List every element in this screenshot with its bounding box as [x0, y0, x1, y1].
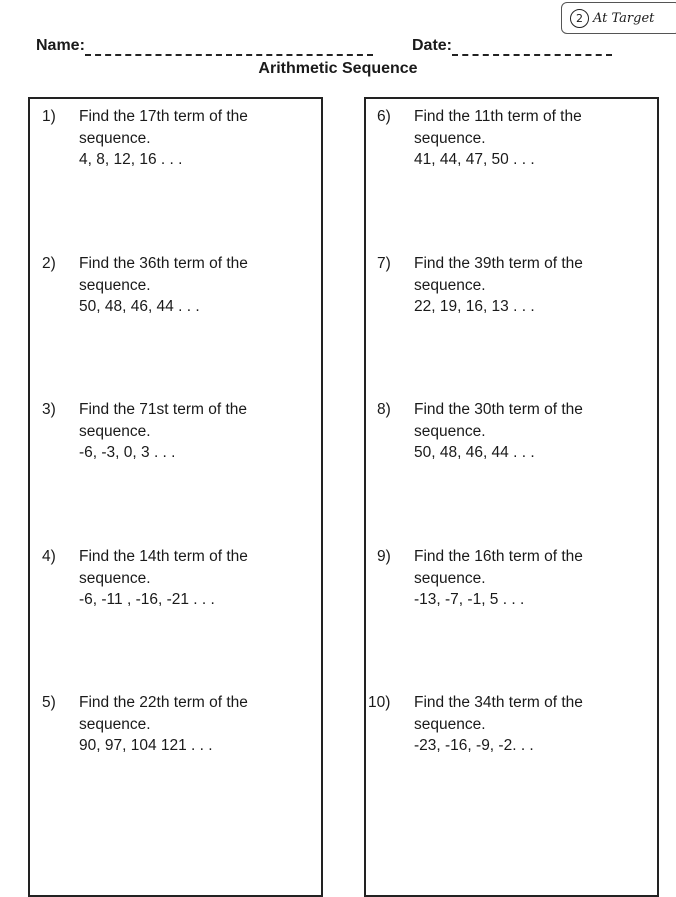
question-number: 8): [377, 401, 391, 418]
question-sequence: -6, -3, 0, 3 . . .: [79, 444, 176, 461]
question-sequence: -23, -16, -9, -2. . .: [414, 737, 534, 754]
question-prompt-cont: sequence.: [414, 129, 486, 147]
date-field[interactable]: [412, 36, 612, 56]
question-number: 2): [42, 255, 56, 272]
question-prompt: Find the 16th term of the: [414, 548, 583, 565]
question-prompt-cont: sequence.: [79, 715, 151, 733]
question-sequence: 50, 48, 46, 44 . . .: [79, 298, 200, 315]
level-number: 2: [570, 9, 589, 28]
question-sequence: 4, 8, 12, 16 . . .: [79, 151, 183, 168]
question-prompt-cont: sequence.: [414, 569, 486, 587]
level-label: At Target: [593, 10, 655, 26]
name-label: Name:: [36, 37, 85, 54]
question-number: 7): [377, 255, 391, 272]
answer-column-left: [28, 97, 323, 897]
question-prompt-cont: sequence.: [414, 276, 486, 294]
question-number: 4): [42, 548, 56, 565]
level-badge: [561, 2, 676, 34]
question-prompt-cont: sequence.: [414, 715, 486, 733]
name-blank-line[interactable]: [85, 40, 373, 56]
question-prompt: Find the 17th term of the: [79, 108, 248, 125]
question-sequence: 22, 19, 16, 13 . . .: [414, 298, 535, 315]
question-sequence: 41, 44, 47, 50 . . .: [414, 151, 535, 168]
question-number: 3): [42, 401, 56, 418]
question-prompt: Find the 22th term of the: [79, 694, 248, 711]
question-prompt: Find the 11th term of the: [414, 108, 582, 125]
question-prompt-cont: sequence.: [79, 276, 151, 294]
question-prompt: Find the 71st term of the: [79, 401, 248, 418]
question-number: 5): [42, 694, 56, 711]
date-label: Date:: [412, 37, 453, 54]
question-sequence: 90, 97, 104 121 . . .: [79, 737, 213, 754]
question-number: 10): [368, 694, 391, 711]
date-blank-line[interactable]: [452, 40, 612, 56]
question-number: 1): [42, 108, 56, 125]
question-prompt: Find the 34th term of the: [414, 694, 583, 711]
question-prompt-cont: sequence.: [79, 422, 151, 440]
question-sequence: -6, -11 , -16, -21 . . .: [79, 591, 215, 608]
answer-column-right: [364, 97, 659, 897]
question-prompt: Find the 36th term of the: [79, 255, 248, 272]
question-prompt-cont: sequence.: [414, 422, 486, 440]
question-prompt: Find the 39th term of the: [414, 255, 583, 272]
question-sequence: -13, -7, -1, 5 . . .: [414, 591, 525, 608]
question-number: 9): [377, 548, 391, 565]
question-number: 6): [377, 108, 391, 125]
question-sequence: 50, 48, 46, 44 . . .: [414, 444, 535, 461]
question-prompt: Find the 30th term of the: [414, 401, 583, 418]
name-field[interactable]: [36, 36, 373, 56]
question-prompt-cont: sequence.: [79, 569, 151, 587]
question-prompt: Find the 14th term of the: [79, 548, 248, 565]
question-prompt-cont: sequence.: [79, 129, 151, 147]
worksheet-title: Arithmetic Sequence: [258, 60, 418, 77]
